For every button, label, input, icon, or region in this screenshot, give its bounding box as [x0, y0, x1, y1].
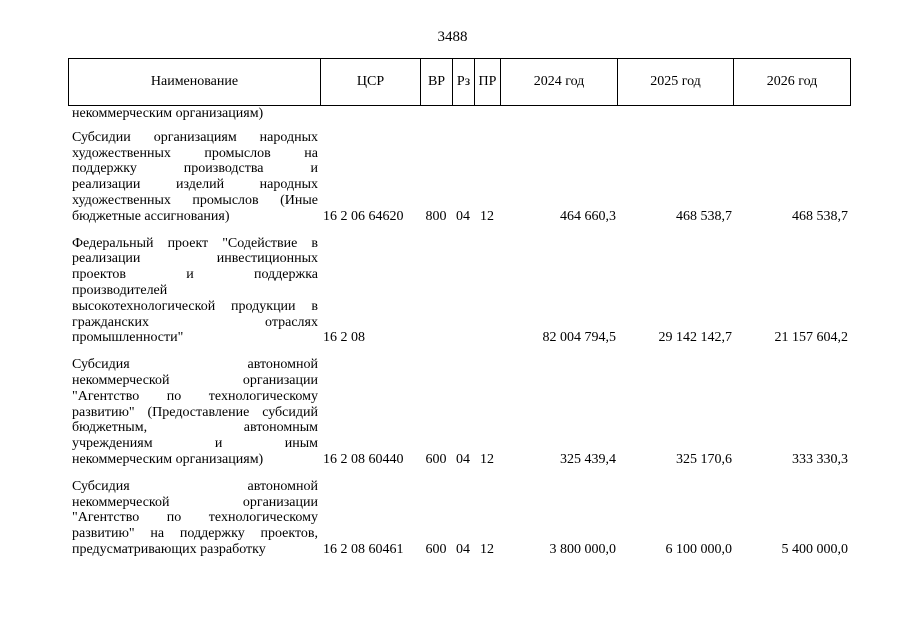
row-amount-2024: 3 800 000,0 [549, 541, 616, 557]
row-name-line: развитию" (Предоставление субсидий [72, 404, 318, 420]
row-rz: 04 [456, 541, 470, 557]
header-year-2025: 2025 год [618, 59, 734, 105]
row-name-line: предусматривающих разработку [72, 541, 266, 557]
row-name [68, 479, 320, 558]
row-name-line: Субсидия автономной [72, 478, 318, 494]
row-name-line: некоммерческой организации [72, 372, 318, 388]
row-name-line: Субсидия автономной [72, 357, 318, 373]
row-pr: 12 [480, 541, 494, 557]
table-row [68, 106, 851, 122]
row-amount-2026: 5 400 000,0 [781, 541, 848, 557]
row-amount-2025: 468 538,7 [676, 208, 732, 224]
row-name-line: учреждениям и иным [72, 436, 318, 452]
row-name-line: проектов и поддержка [72, 267, 318, 283]
header-pr: ПР [475, 59, 501, 105]
row-name-line: художественных промыслов на [72, 145, 318, 161]
row-amount-2025: 325 170,6 [676, 451, 732, 467]
table-row [68, 130, 851, 225]
row-name-line: бюджетные ассигнования) [72, 208, 230, 224]
row-amount-2024: 82 004 794,5 [542, 330, 616, 346]
row-name-line: развитию" на поддержку проектов, [72, 526, 318, 542]
header-name: Наименование [69, 59, 321, 105]
row-name-line: Субсидии организациям народных [72, 129, 318, 145]
row-amount-2024: 464 660,3 [560, 208, 616, 224]
row-csr: 16 2 06 64620 [323, 208, 404, 224]
row-vr: 600 [425, 541, 447, 557]
row-name [68, 130, 320, 225]
row-amount-2025: 6 100 000,0 [665, 541, 732, 557]
row-name-line: бюджетным, автономным [72, 420, 318, 436]
row-name-line: гражданских отраслях [72, 314, 318, 330]
row-csr: 16 2 08 60440 [323, 451, 404, 467]
row-name-line: художественных промыслов (Иные [72, 192, 318, 208]
row-rz: 04 [456, 451, 470, 467]
table-row [68, 357, 851, 468]
row-name-line: высокотехнологической продукции в [72, 298, 318, 314]
row-name-line: "Агентство по технологическому [72, 510, 318, 526]
row-name-line: Федеральный проект "Содействие в [72, 235, 318, 251]
row-vr: 600 [425, 451, 447, 467]
row-csr: 16 2 08 60461 [323, 541, 404, 557]
row-name [68, 106, 320, 122]
row-amount-2024: 325 439,4 [560, 451, 616, 467]
header-year-2024: 2024 год [501, 59, 618, 105]
row-rz: 04 [456, 208, 470, 224]
row-pr: 12 [480, 208, 494, 224]
table-row [68, 479, 851, 558]
row-amount-2025: 29 142 142,7 [658, 330, 732, 346]
row-name-line: некоммерческим организациям) [72, 451, 264, 467]
row-csr: 16 2 08 [323, 330, 365, 346]
row-amount-2026: 21 157 604,2 [774, 330, 848, 346]
row-name-line: некоммерческим организациям) [72, 106, 264, 121]
page-number: 3488 [437, 29, 468, 45]
header-rz: Рз [453, 59, 475, 105]
table-body [68, 106, 851, 569]
header-year-2026: 2026 год [766, 74, 818, 89]
table-row [68, 236, 851, 347]
row-name-line: поддержку производства и [72, 161, 318, 177]
table-header [68, 58, 851, 106]
row-pr: 12 [480, 451, 494, 467]
row-name-line: реализации инвестиционных [72, 251, 318, 267]
row-name [68, 357, 320, 468]
row-name-line: реализации изделий народных [72, 177, 318, 193]
row-name-line: "Агентство по технологическому [72, 388, 318, 404]
header-csr: ЦСР [321, 59, 421, 105]
header-vr: ВР [421, 59, 453, 105]
row-amount-2026: 468 538,7 [792, 208, 848, 224]
row-name-line: производителей [72, 282, 168, 298]
row-name-line: некоммерческой организации [72, 494, 318, 510]
row-amount-2026: 333 330,3 [792, 451, 848, 467]
row-vr: 800 [425, 208, 447, 224]
row-name-line: промышленности" [72, 330, 184, 346]
row-name [68, 236, 320, 347]
